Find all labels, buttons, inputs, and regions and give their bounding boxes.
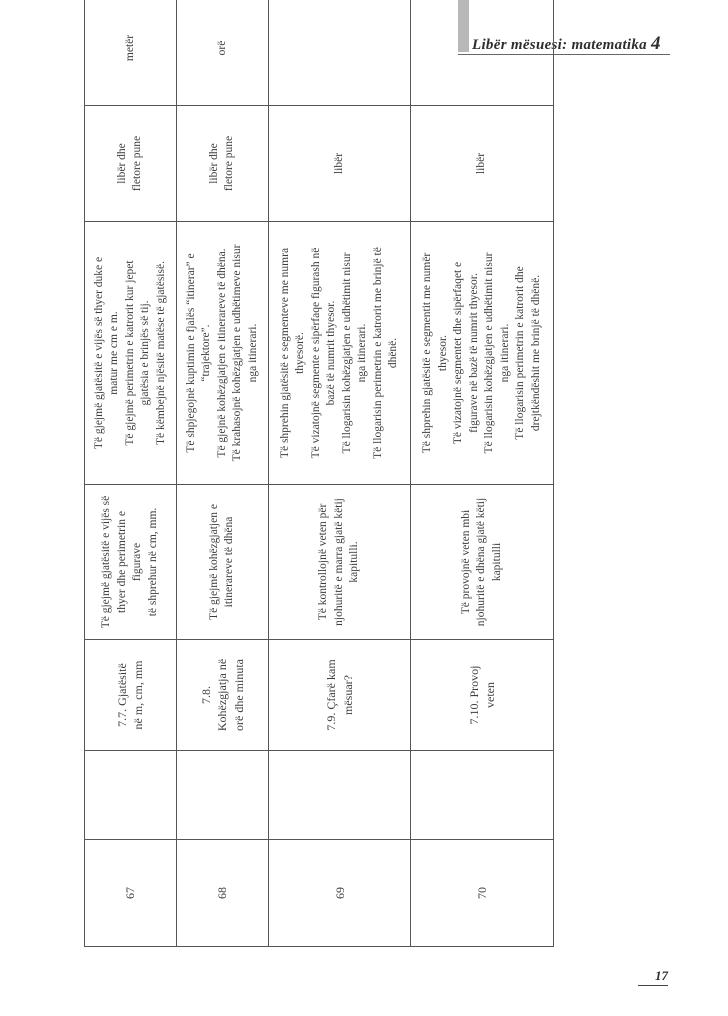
objectives-line: “trajektore”.	[200, 324, 213, 382]
materials-cell	[176, 0, 268, 106]
lesson-number-cell: 67	[85, 840, 177, 947]
blank-cell	[85, 751, 177, 840]
lesson-title-line: veten	[483, 682, 498, 708]
objectives-line: Të llogarisin perimetrin e katrorit dhe	[514, 266, 527, 440]
lesson-title-line: mësuar?	[340, 675, 355, 715]
lesson-aim-cell	[176, 485, 268, 640]
objectives-line: gjatësia e brinjës së tij.	[139, 300, 152, 406]
page-number: 17	[655, 968, 668, 983]
lesson-aim-line: Të gjejmë gjatësitë e vijës së	[100, 495, 113, 629]
objectives-line: bazë të numrit thyesor.	[325, 300, 338, 406]
lesson-title-line: orë dhe minuta	[231, 659, 246, 731]
objectives-cell	[411, 222, 554, 485]
lesson-title-line: 7.10. Provoj	[467, 665, 482, 725]
objectives-line: Të vizatojnë segmentet dhe sipërfaqet e	[452, 261, 465, 445]
table-row	[85, 0, 177, 947]
lesson-title-cell	[411, 640, 554, 751]
table-row	[411, 0, 554, 947]
objectives-line: drejtkëndëshit me brinjë të dhënë.	[529, 274, 542, 432]
lesson-aim-line: Të kontrollojnë veten për	[317, 503, 330, 621]
lesson-aim-line: kapitulli	[490, 542, 503, 582]
lesson-aim-cell	[85, 485, 177, 640]
objectives-line: Të shpjegojnë kuptimin e fjalës “itinerar” e	[184, 253, 197, 453]
lesson-number-cell: 70	[411, 840, 554, 947]
objectives-line: Të gjejnë kohëzgjatjen e itinerareve të dhëna.	[215, 248, 228, 458]
objectives-line: dhënë.	[387, 337, 400, 369]
rotated-table	[84, 34, 554, 947]
objectives-cell	[176, 222, 268, 485]
materials-line: orë	[215, 40, 228, 56]
resources-cell	[176, 106, 268, 222]
objectives-line: thyesor.	[436, 334, 449, 372]
blank-cell	[176, 751, 268, 840]
objectives-line: Të krahasojnë kohëzgjatjen e udhëtimeve nisur	[231, 244, 244, 462]
lesson-aim-line: kapitulli.	[348, 541, 361, 583]
objectives-line: Të llogarisin kohëzgjatjen e udhëtimit nisur	[483, 252, 496, 454]
materials-cell	[411, 0, 554, 106]
objectives-line: Të llogarisin perimetrin e katrorit me brinjë të	[371, 247, 384, 459]
lesson-title-cell	[176, 640, 268, 751]
lesson-aim-line: Të provojnë veten mbi	[459, 509, 472, 615]
lesson-aim-line: të shprehur në cm, mm.	[146, 507, 159, 617]
objectives-line: nga itinerari.	[246, 323, 259, 383]
lesson-aim-cell	[411, 485, 554, 640]
objectives-line: Të shprehin gjatësitë e segmenteve me numra	[278, 247, 291, 459]
objectives-line: Të llogarisin kohëzgjatjen e udhëtimit nisur	[340, 252, 353, 454]
resources-line: fletore pune	[131, 135, 144, 192]
resources-cell	[85, 106, 177, 222]
objectives-line: matur me cm e m.	[108, 311, 121, 395]
objectives-line: Të vizatojnë segmente e sipërfaqe figurash në	[309, 247, 322, 459]
lesson-title-cell	[268, 640, 411, 751]
lesson-title-line: 7.7. Gjatësitë	[115, 663, 130, 727]
objectives-line: Të gjejmë perimetrin e katrorit kur jepet	[123, 260, 136, 446]
materials-cell	[85, 0, 177, 106]
objectives-line: figurave në bazë të numrit thyesor.	[467, 273, 480, 433]
blank-cell	[268, 751, 411, 840]
lesson-title-line: Kohëzgjatja në	[215, 658, 230, 732]
lesson-title-cell	[85, 640, 177, 751]
lesson-aim-cell	[268, 485, 411, 640]
lesson-number-cell: 69	[268, 840, 411, 947]
resources-line: libër	[475, 152, 488, 175]
objectives-line: Të gjejmë gjatësitë e vijës së thyer duke e	[92, 256, 105, 450]
page-number-rule	[638, 985, 668, 986]
resources-cell	[411, 106, 554, 222]
lesson-aim-line: njohuritë e dhëna gjatë këtij	[475, 497, 488, 627]
table-row	[176, 0, 268, 947]
table-body	[85, 0, 554, 947]
lesson-aim-line: Të gjejmë kohëzgjatjen e	[207, 504, 220, 620]
resources-line: libër dhe	[115, 143, 128, 184]
resources-line: libër dhe	[207, 143, 220, 184]
lesson-aim-line: itinerareve të dhëna	[223, 516, 236, 608]
objectives-line: Të shprehin gjatësitë e segmentit me numër	[421, 252, 434, 454]
resources-cell	[268, 106, 411, 222]
objectives-line: nga itinerari.	[356, 323, 369, 383]
lesson-title-line: 7.8.	[199, 686, 214, 704]
objectives-cell	[85, 222, 177, 485]
objectives-line: Të këmbejnë njësitë matëse të gjatësisë.	[154, 261, 167, 445]
lesson-plan-table	[84, 0, 554, 947]
blank-cell	[411, 751, 554, 840]
header-title: Libër mësuesi: matematika	[472, 37, 647, 53]
lesson-title-line: 7.9. Çfarë kam	[324, 659, 339, 731]
lesson-title-line: në m, cm, mm	[131, 660, 146, 730]
table-row	[268, 0, 411, 947]
materials-cell	[268, 0, 411, 106]
objectives-cell	[268, 222, 411, 485]
resources-line: libër	[332, 152, 345, 175]
lesson-plan-table-wrapper	[84, 34, 554, 947]
resources-line: fletore pune	[223, 135, 236, 192]
lesson-aim-line: thyer dhe perimetrin e figurave	[115, 511, 144, 613]
header-number: 4	[650, 33, 661, 54]
lesson-aim-line: njohuritë e marra gjatë këtij	[332, 498, 345, 626]
objectives-line: thyesorë.	[294, 332, 307, 374]
materials-line: metër	[123, 34, 136, 62]
objectives-line: nga itinerari.	[498, 323, 511, 383]
lesson-number-cell: 68	[176, 840, 268, 947]
